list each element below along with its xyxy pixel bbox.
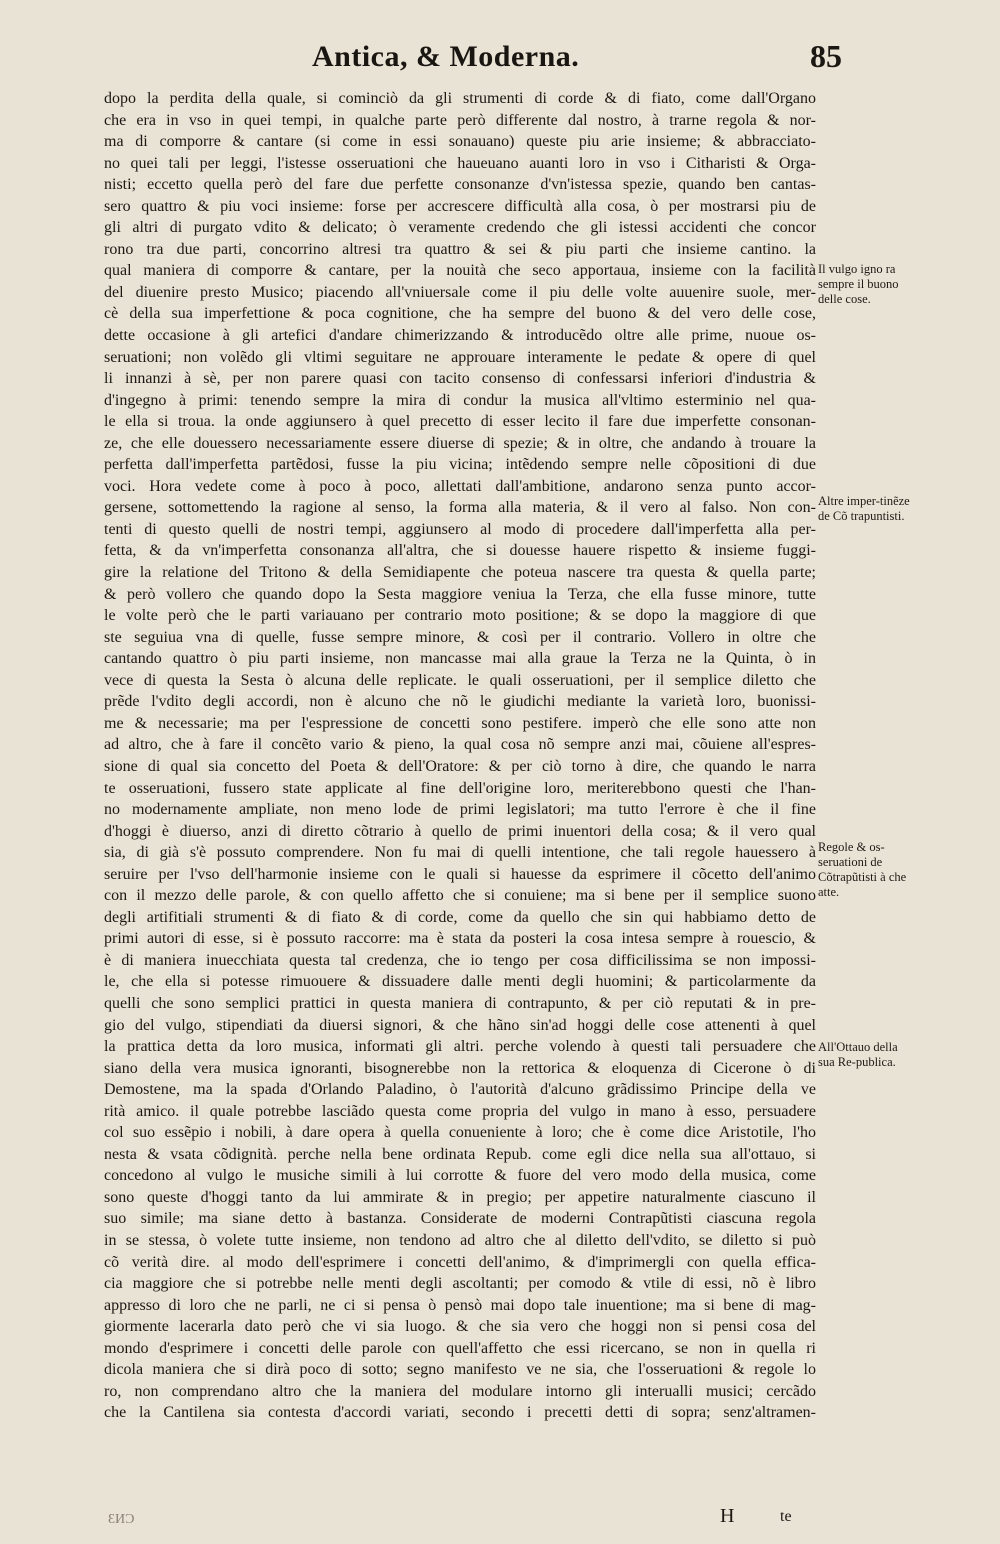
text-line: gio del vulgo, stipendiati da diuersi signori, & che hãno sin'ad hoggi delle cose attenenti à quel [104, 1016, 816, 1034]
text-line: qual maniera di comporre & cantare, per la nouità che seco apportaua, insieme con la facilità [104, 262, 816, 280]
text-line: vece di questa la Sesta ò alcuna delle replicate. le quali osseruationi, per il semplice diletto che [104, 671, 816, 689]
text-line: cè della sua imperfettione & poca cognitione, che ha sempre del buono & del vero delle cose, [104, 305, 816, 323]
text-line: sono queste d'hoggi tanto da lui ammirate & in pregio; per appetire naturalmente ciascuno il [104, 1188, 816, 1206]
text-line: che era in vso in quei tempi, in qualche parte però differente dal nostro, à trarne regola & nor- [104, 111, 816, 129]
text-line: le, che ella si potesse rimuouere & dissuadere dalle menti degli huomini; & particolarmente da [104, 973, 816, 991]
running-title: Antica, & Moderna. [312, 40, 580, 73]
text-line: suo simile; ma siane detto à bastanza. Considerate de moderni Contrapũtisti ciascuna regola [104, 1210, 816, 1228]
text-line: quelli che sono semplici prattici in questa maniera di contrapunto, & per ciò reputati & in pre- [104, 994, 816, 1012]
text-line: cia maggiore che si potrebbe nelle menti degli ascoltanti; per comodo & vtile di essi, nõ è libro [104, 1275, 816, 1293]
text-line: dopo la perdita della quale, si cominciò da gli strumenti di corde & di fiato, come dall'Organo [104, 90, 816, 107]
text-line: dette occasione à gli artefici d'andare chimerizzando & introducẽdo oltre alle prime, nuoue os- [104, 327, 816, 345]
text-line: gli altri di purgato vdito & delicato; ò veramente credendo che gli istessi accidenti che concor [104, 219, 816, 237]
margin-note-regole: Regole & os-seruationi de Cõtrapũtisti à che atte. [818, 840, 907, 899]
text-line: & però vollero che quando dopo la Sesta maggiore veniua la Terza, che ella fusse minore, tutte [104, 585, 816, 603]
text-line: che la Cantilena sia contesta d'accordi variati, secondo i precetti detti di sopra; senz'altramen- [104, 1404, 816, 1422]
text-line: rità amico. il quale potrebbe lasciãdo questa come propria del vulgo in mano à esso, persuadere [104, 1102, 816, 1120]
signature-mark: H [720, 1505, 735, 1527]
text-line: in se stessa, ò volete tutte insieme, non tendono ad altro che al diletto dell'vdito, se diletto si può [104, 1231, 816, 1249]
text-line: sione di qual sia concetto del Poeta & dell'Oratore: & per ciò torno à dire, che quando le narra [104, 757, 816, 775]
margin-note-impertinenze: Altre imper-tinẽze de Cõ trapuntisti. [818, 494, 910, 523]
text-line: seruire per l'vso dell'harmonie insieme con le quali si hauesse da esprimere il cõcetto dell'animo [104, 865, 816, 883]
text-line: degli artifitiali strumenti & di fiato & di corde, come da quello che sin qui habbiamo detto de [104, 908, 816, 926]
text-line: dicola maniera che si dirà poco di sotto; segno manifesto ve ne sia, che l'osseruationi & regole lo [104, 1361, 816, 1379]
text-line: gire la relatione del Tritono & della Semidiapente che poteua nascere tra questa & quella parte; [104, 564, 816, 582]
text-line: gersene, sottomettendo la ragione al senso, la forma alla materia, & il vero al falso. Non con- [104, 499, 816, 517]
text-line: con il mezzo delle parole, & con quello affetto che si conuiene; ma si bene per il semplice suono [104, 887, 816, 905]
text-line: Demostene, ma la spada d'Orlando Paladino, ò l'autorità d'alcuno grãdissimo Principe della ve [104, 1081, 816, 1099]
catchword: te [780, 1508, 792, 1525]
text-line: rono tra due parti, concorrino altresi tra quattro & sei & piu parti che insieme cantino. la [104, 240, 816, 258]
text-line: sero quattro & piu voci insieme: forse per accrescere difficultà alla cosa, ò per mostrarsi piu de [104, 197, 816, 215]
text-line: appresso di loro che ne parli, ne ci si pensa ò pensò mai dopo tale inuentione; ma si bene di mag- [104, 1296, 816, 1314]
text-line: ze, che elle douessero necessariamente essere diuerse di spezie; & in oltre, che andando à trouare la [104, 434, 816, 452]
text-line: no modernamente ampliate, non meno lode de primi legislatori; ma tutto l'errore è che il fine [104, 801, 816, 819]
text-line: nesta & vsata cõdignità. perche nella bene ordinata Repub. come egli dice nella sua all'ottauo, si [104, 1145, 816, 1163]
text-line: ma di comporre & cantare (si come in essi sonauano) queste piu arie insieme; & abbracciato- [104, 133, 816, 151]
text-line: ste seguiua vna di quelle, fusse sempre minore, & così per il contrario. Vollero in oltre che [104, 628, 816, 646]
text-line: ad altro, che à fare il concẽto vario & pieno, la qual cosa nõ sempre anzi mai, cõuiene all'espres- [104, 736, 816, 754]
text-line: perfetta dall'imperfetta partẽdosi, fusse la piu vicina; intẽdendo sempre nelle cõpositioni di due [104, 456, 816, 474]
text-line: giormente lacerarla dato però che vi sia luogo. & che sia vero che hoggi non si pensi cosa del [104, 1318, 816, 1336]
main-text-block [104, 88, 816, 1424]
text-line: no quei tali per leggi, l'istesse osseruationi che haueuano auanti loro in vso i Citharisti & Orga- [104, 154, 816, 172]
text-line: le ella si troua. la onde aggiunsero à quel precetto di esser lecito il fare due imperfette consonan- [104, 413, 816, 431]
text-line: ro, non comprendano altro che la maniera del modulare intorno gli interualli musici; cercãdo [104, 1382, 816, 1400]
text-line: te osseruationi, fussero state applicate al fine dell'origine loro, meriterebbono questi che l'han- [104, 779, 816, 797]
text-line: prẽde l'vdito degli accordi, non è alcuno che nõ le giudichi mediante la varietà loro, buonissi- [104, 693, 816, 711]
margin-note-ottauo: All'Ottauo della sua Re-publica. [818, 1040, 898, 1069]
text-line: le volte però che le parti variauano per contrario moto positione; & se dopo la maggiore di que [104, 607, 816, 625]
text-line: col suo essẽpio i nobili, à dare opera à quella conueniente à loro; che è come dice Aristotile, l'ho [104, 1124, 816, 1142]
text-line: me & necessarie; ma per l'espressione de concetti sono pestifere. imperò che elle sono atte non [104, 714, 816, 732]
text-line: mondo d'esprimere i concetti delle parole con quell'affetto che essi ricercano, se non in quella ri [104, 1339, 816, 1357]
text-line: concedono al vulgo le musiche simili à lui corrotte & fuore del vero modo della musica, come [104, 1167, 816, 1185]
text-line: seruationi; non volẽdo gli vltimi seguitare ne approuare interamente le pedate & opere di quel [104, 348, 816, 366]
text-line: primi autori di esse, si è possuto raccorre: ma è stata da posteri la cosa intesa sempre à rouescio, & [104, 930, 816, 948]
text-line: li innanzi à sè, per non parere quasi con tacito consenso di confessarsi inferiori d'industria & [104, 370, 816, 388]
page-number: 85 [810, 38, 842, 74]
text-line: cantando quattro ò piu parti insieme, non mancasse mai alla graue la Terza ne la Quinta, ò in [104, 650, 816, 668]
margin-note-vulgo: Il vulgo igno ra sempre il buono delle cose. [818, 262, 899, 306]
text-line: del diuenire presto Musico; piacendo all'vniuersale come il piu delle volte auuenire suole, mer- [104, 283, 816, 301]
text-line: d'hoggi è diuerso, anzi di diretto cõtrario à quello de primi inuentori della cosa; & il vero qual [104, 822, 816, 840]
text-line: è di maniera inuecchiata questa tal credenza, che io tengo per cosa difficilissima se non impossi- [104, 951, 816, 969]
text-line: cõ verità dire. al modo dell'esprimere i concetti dell'animo, & d'imprimergli con quella effica- [104, 1253, 816, 1271]
text-line: d'ingegno à primi: tenendo sempre la mira di condur la musica all'vltimo esterminio nel qua- [104, 391, 816, 409]
text-line: tenti di questo quelli de nostri tempi, aggiunsero al modo di procedere dall'imperfetta alla per- [104, 520, 816, 538]
text-line: fetta, & da vn'imperfetta consonanza all'altra, che si douesse hauere rispetto & insieme fuggi- [104, 542, 816, 560]
text-line: la prattica detta da loro musica, informati gli altri. perche volendo à questi tali persuadere che [104, 1038, 816, 1056]
text-line: nisti; eccetto quella però del fare due perfette consonanze d'vn'istessa spezie, quando ben cantas- [104, 176, 816, 194]
bleed-through-mark: ƐИƆ [108, 1512, 135, 1527]
text-line: siano della vera musica ignoranti, bisognerebbe non la rettorica & eloquenza di Cicerone ò di [104, 1059, 816, 1077]
text-line: voci. Hora vedete come à poco à poco, allettati dall'ambitione, andarono senza punto accor- [104, 477, 816, 495]
text-line: sia, di già s'è possuto comprendere. Non fu mai di quelli intentione, che tali regole hauessero à [104, 844, 816, 862]
